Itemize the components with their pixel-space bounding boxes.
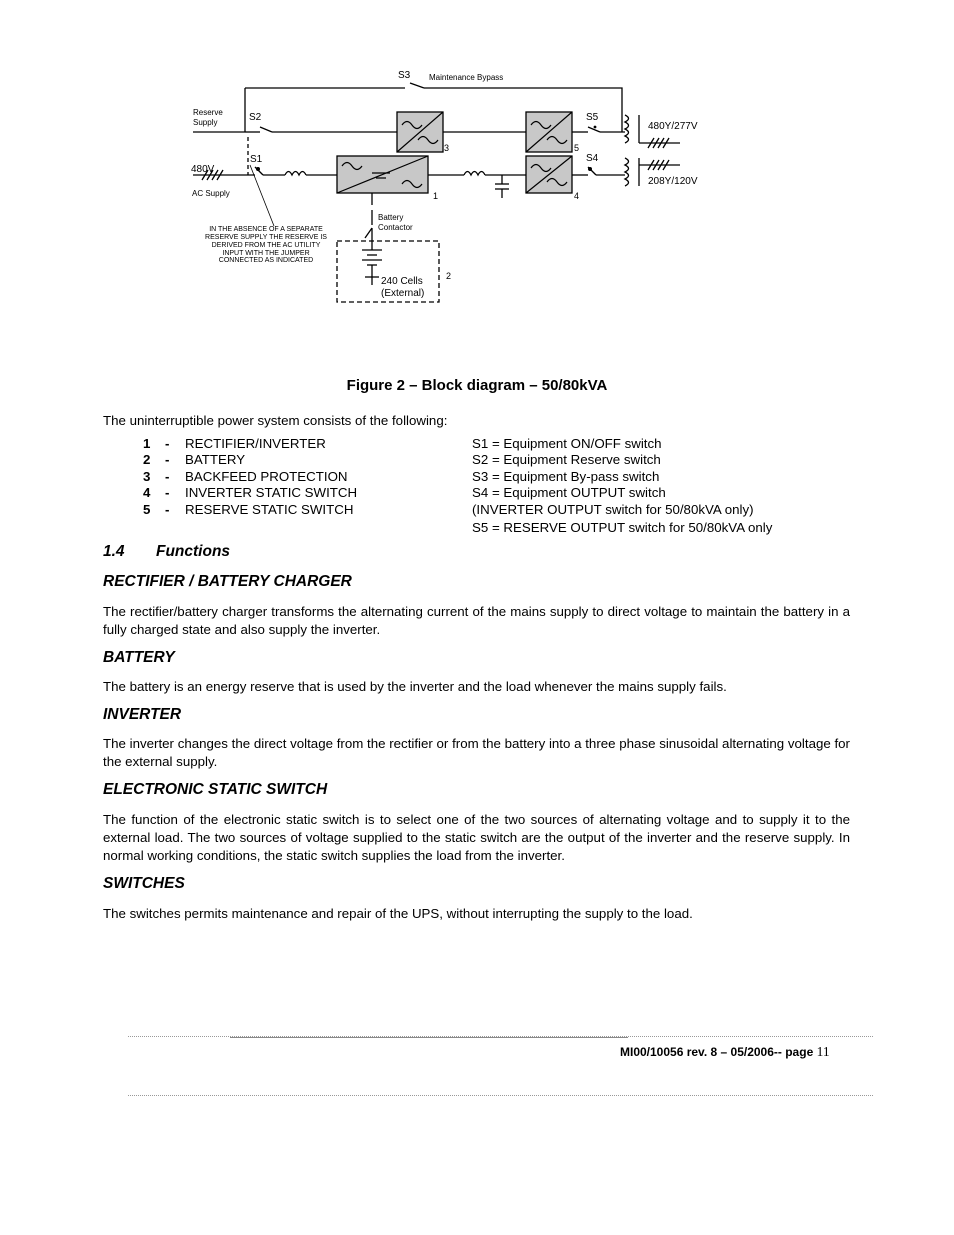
- block-4-number: 4: [574, 191, 580, 201]
- maintenance-bypass-label: Maintenance Bypass: [429, 73, 504, 82]
- note-line: RESERVE SUPPLY THE RESERVE IS: [205, 234, 327, 241]
- section-title: Functions: [156, 543, 231, 560]
- ac-supply-label: AC Supply: [192, 189, 230, 198]
- reserve-label: Reserve: [193, 108, 223, 117]
- item-name: RECTIFIER/INVERTER: [185, 436, 326, 451]
- intro-text: The uninterruptible power system consists of the following:: [103, 413, 448, 428]
- item-name: RESERVE STATIC SWITCH: [185, 501, 354, 517]
- item-name: BATTERY: [185, 452, 246, 468]
- subsection-heading-battery: BATTERY: [103, 649, 175, 666]
- switch-legend: [472, 436, 772, 536]
- list-item: 2 - BATTERY: [143, 452, 246, 468]
- component-list: [143, 436, 357, 518]
- switch-s3-label: S3: [398, 70, 411, 81]
- section-heading: [103, 543, 230, 561]
- legend-line: S4 = Equipment OUTPUT switch: [472, 485, 666, 501]
- note-line: CONNECTED AS INDICATED: [218, 257, 314, 264]
- legend-line: S2 = Equipment Reserve switch: [472, 452, 661, 468]
- figure-caption: Figure 2 – Block diagram – 50/80kVA: [346, 377, 608, 394]
- block-2-number: 2: [446, 271, 452, 281]
- legend-line: S5 = RESERVE OUTPUT switch for 50/80kVA only: [472, 520, 773, 536]
- paragraph-rectifier: The rectifier/battery charger transforms the alternating current of the mains supply to direct voltage to maintain the battery in a fully charged state and also supply the inverter.: [103, 604, 850, 637]
- list-item: 4 - INVERTER STATIC SWITCH: [143, 485, 358, 501]
- note-line: IN THE ABSENCE OF A SEPARATE: [209, 226, 323, 233]
- section-number: 1.4: [103, 543, 125, 560]
- block-diagram: [0, 0, 954, 320]
- paragraph-switches: The switches permits maintenance and repair of the UPS, without interrupting the supply to the load.: [103, 906, 693, 921]
- block-3-number: 3: [444, 143, 450, 153]
- item-name: BACKFEED PROTECTION: [185, 468, 348, 484]
- output-480-label: 480Y/277V: [648, 121, 698, 132]
- item-number: 3: [143, 468, 151, 484]
- switch-s1-label: S1: [250, 154, 263, 165]
- item-number: 5: [143, 501, 151, 517]
- cells-external-label: (External): [381, 288, 425, 299]
- footer-rule: [230, 1037, 628, 1038]
- item-number: 4: [143, 485, 151, 501]
- list-item: 3 - BACKFEED PROTECTION: [143, 468, 348, 484]
- legend-line: S3 = Equipment By-pass switch: [472, 468, 660, 484]
- paragraph-inverter: The inverter changes the direct voltage from the rectifier or from the battery into a three phase sinusoidal alternating voltage for the external supply.: [103, 736, 850, 769]
- subsection-heading-rectifier: RECTIFIER / BATTERY CHARGER: [103, 573, 352, 590]
- list-item: 1 - RECTIFIER/INVERTER: [143, 436, 326, 451]
- block-5-number: 5: [574, 143, 580, 153]
- page-number: 11: [816, 1044, 830, 1059]
- note-line: INPUT WITH THE JUMPER: [222, 250, 310, 257]
- paragraph-static-switch: The function of the electronic static switch is to select one of the two sources of alternating voltage and to supply it to the external load. The two sources of voltage supplied to the static switch are the output of the inverter and the reserve supply. In normal working conditions, the static switch supplies the load from the inverter.: [103, 812, 850, 863]
- switch-s4-label: S4: [586, 153, 599, 164]
- footer-doc-ref: MI00/10056 rev. 8 – 05/2006-- page: [620, 1045, 817, 1059]
- subsection-heading-inverter: INVERTER: [103, 706, 182, 723]
- subsection-heading-switches: SWITCHES: [103, 875, 185, 892]
- supply-label: Supply: [193, 118, 218, 127]
- footer: [620, 1044, 830, 1060]
- paragraph-battery: The battery is an energy reserve that is used by the inverter and the load whenever the mains supply fails.: [103, 679, 727, 694]
- contactor-label: Contactor: [378, 223, 413, 232]
- note-line: DERIVED FROM THE AC UTILITY: [211, 242, 321, 249]
- block-1-number: 1: [433, 191, 439, 201]
- footer-rule-bottom: [128, 1095, 873, 1096]
- cells-label: 240 Cells: [381, 276, 423, 287]
- switch-s2-label: S2: [249, 112, 262, 123]
- item-name: INVERTER STATIC SWITCH: [185, 485, 358, 501]
- battery-contactor-label: Battery: [378, 213, 404, 222]
- input-voltage-label: 480V: [191, 164, 215, 175]
- switch-s5-label: S5: [586, 112, 599, 123]
- item-number: 2: [143, 452, 151, 468]
- subsection-heading-static-switch: ELECTRONIC STATIC SWITCH: [103, 781, 328, 798]
- item-number: 1: [143, 436, 151, 451]
- legend-line: S1 = Equipment ON/OFF switch: [472, 436, 662, 451]
- list-item: 5 - RESERVE STATIC SWITCH: [143, 501, 354, 517]
- output-208-label: 208Y/120V: [648, 176, 698, 187]
- legend-line: (INVERTER OUTPUT switch for 50/80kVA only): [472, 501, 754, 517]
